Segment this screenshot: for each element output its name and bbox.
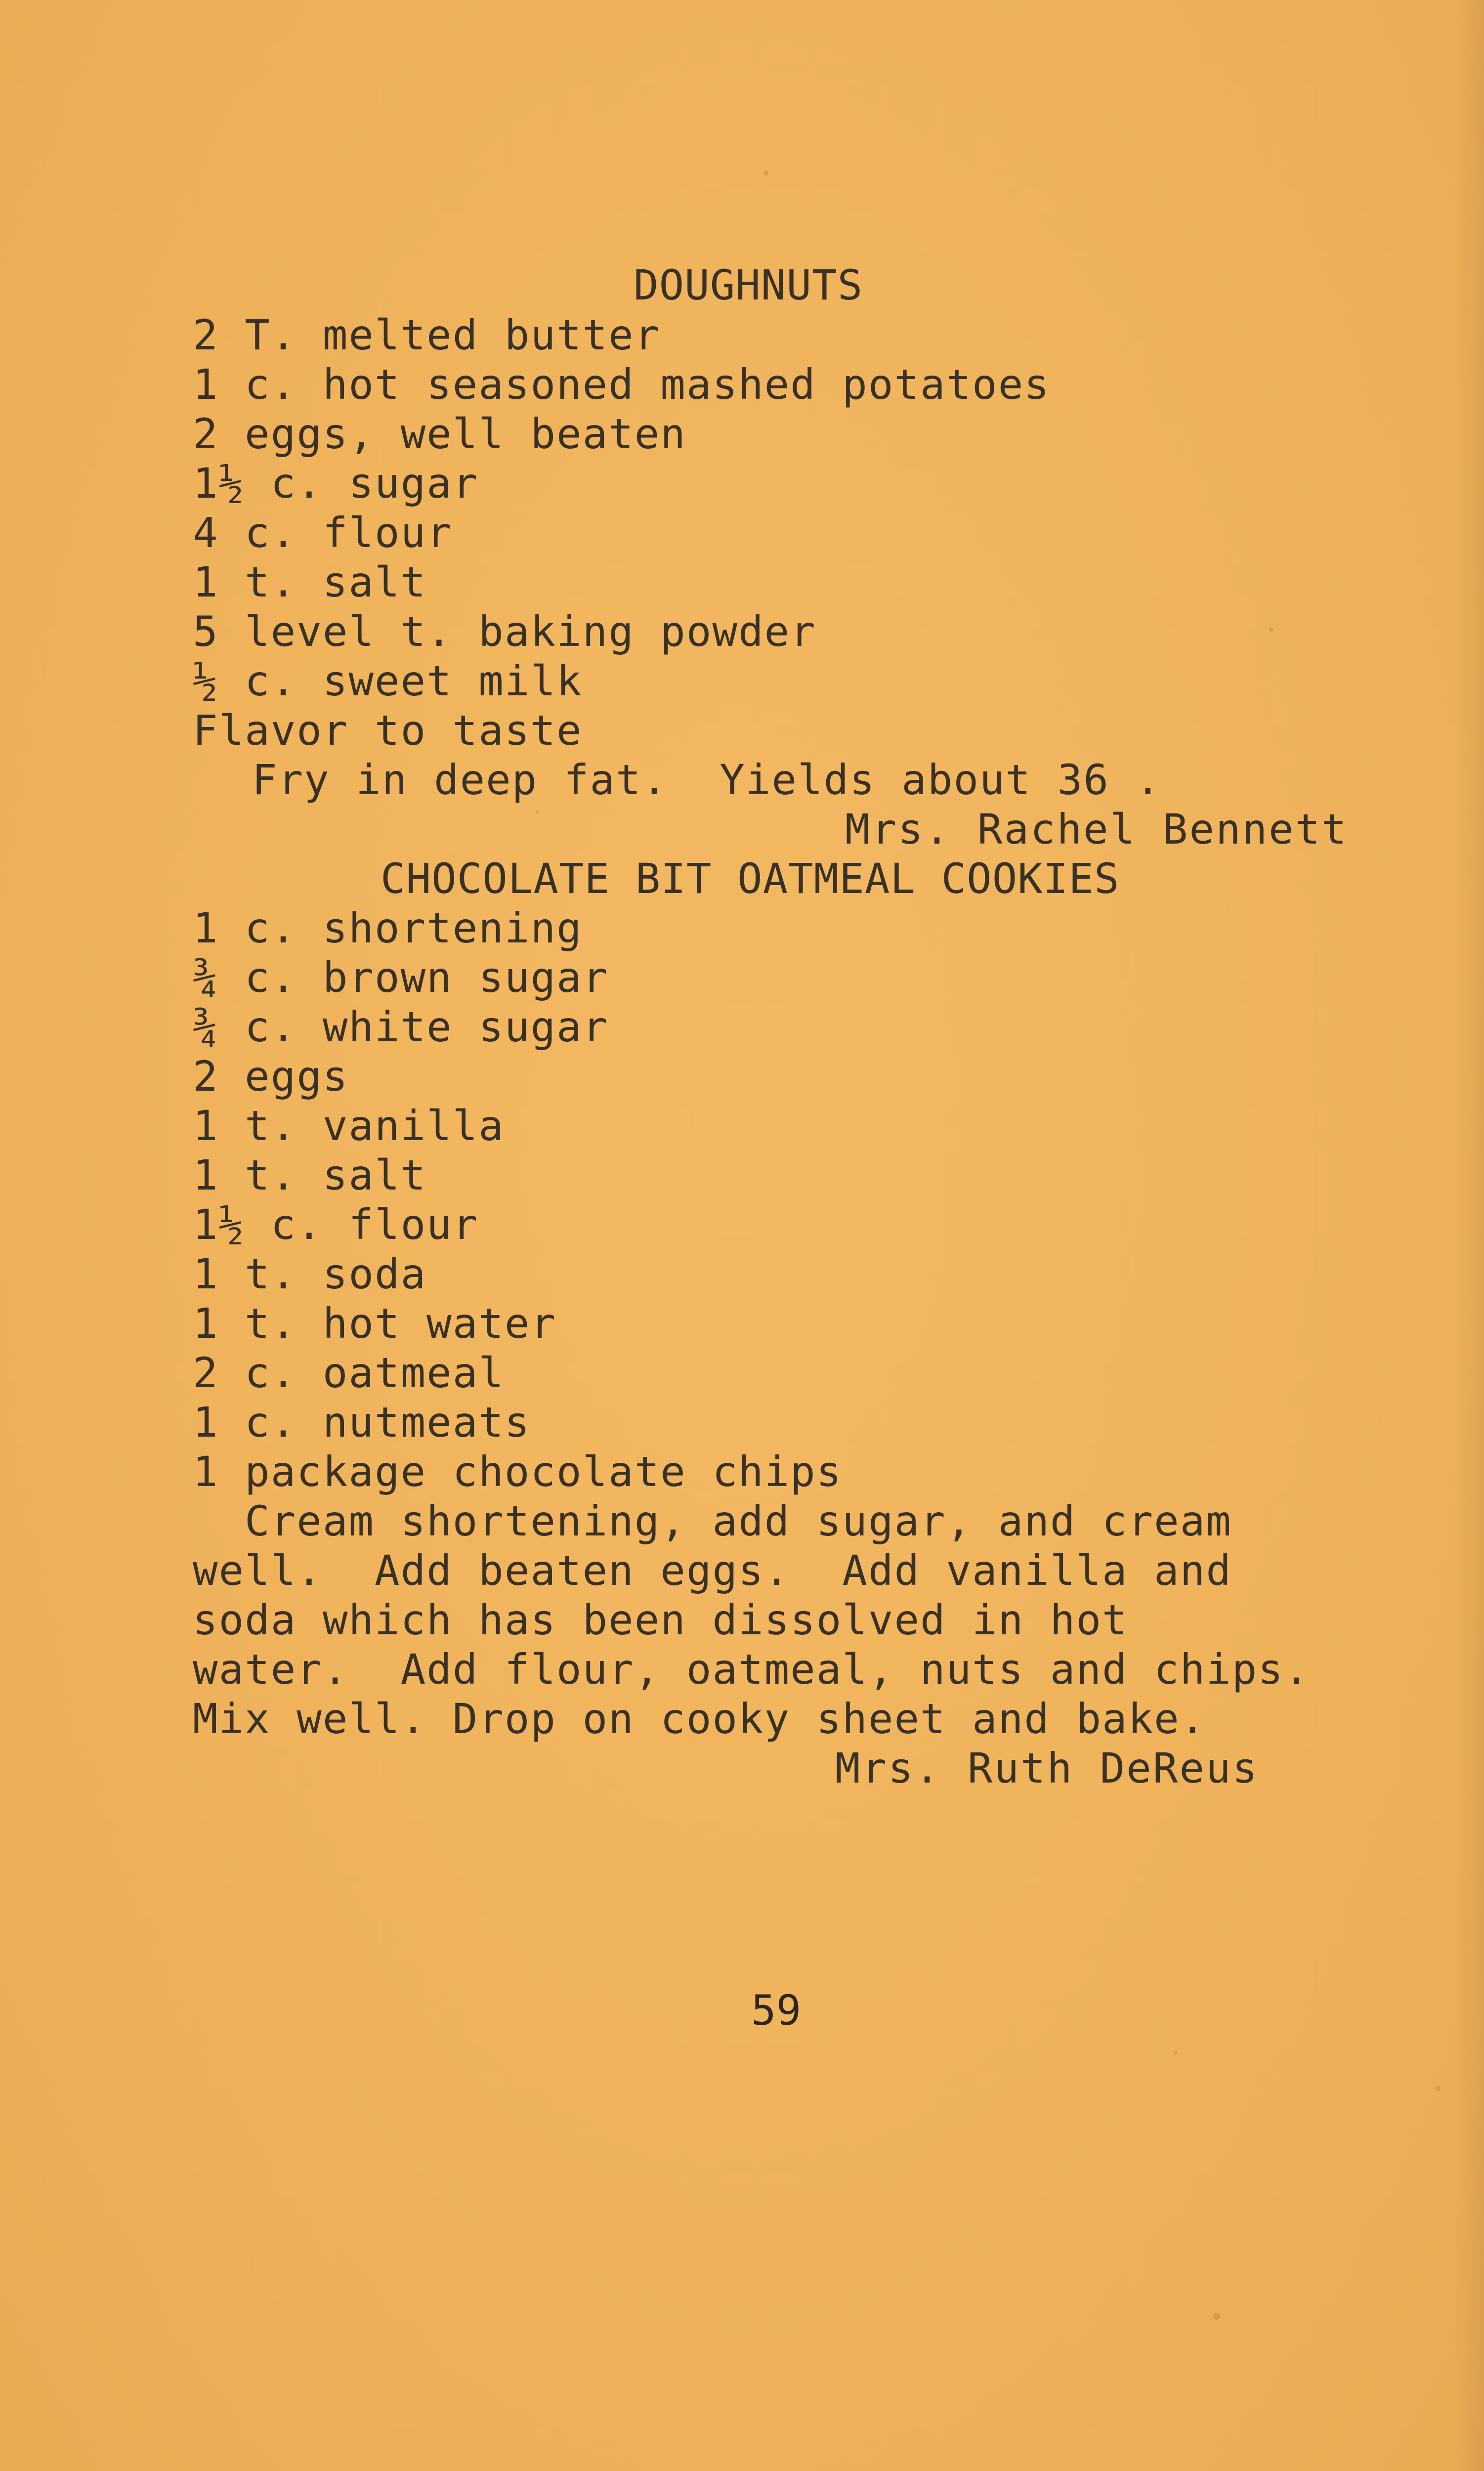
cookies-ingredient: ¾ c. white sugar bbox=[193, 1003, 609, 1051]
doughnuts-ingredient: 2 T. melted butter bbox=[193, 311, 661, 359]
cookies-author: Mrs. Ruth DeReus bbox=[835, 1744, 1259, 1792]
doughnuts-ingredient: Flavor to taste bbox=[193, 706, 583, 755]
doughnuts-ingredient: 5 level t. baking powder bbox=[193, 607, 816, 656]
doughnuts-ingredient: 1 c. hot seasoned mashed potatoes bbox=[193, 360, 1050, 409]
paper-speck bbox=[1213, 2313, 1220, 2320]
cookies-instructions-line: water. Add flour, oatmeal, nuts and chips. bbox=[193, 1645, 1310, 1694]
doughnuts-ingredient: 4 c. flour bbox=[193, 509, 453, 557]
cookies-ingredient: 1 t. vanilla bbox=[193, 1102, 505, 1150]
cookies-ingredient: 1 c. nutmeats bbox=[193, 1398, 531, 1447]
doughnuts-ingredient: 2 eggs, well beaten bbox=[193, 410, 686, 458]
cookies-ingredient: 1 t. salt bbox=[193, 1151, 427, 1199]
page-edge-shadow bbox=[1454, 0, 1484, 2471]
paper-speck bbox=[1269, 628, 1273, 632]
cookies-ingredient: 2 eggs bbox=[193, 1052, 349, 1101]
cookies-title: CHOCOLATE BIT OATMEAL COOKIES bbox=[381, 854, 1120, 903]
doughnuts-ingredient: ½ c. sweet milk bbox=[193, 657, 583, 705]
page-number: 59 bbox=[751, 1986, 802, 2035]
cookies-ingredient: 1 package chocolate chips bbox=[193, 1448, 843, 1496]
cookies-instructions-line: Cream shortening, add sugar, and cream bbox=[193, 1497, 1232, 1545]
cookies-ingredient: 1 c. shortening bbox=[193, 904, 583, 952]
doughnuts-author: Mrs. Rachel Bennett bbox=[845, 805, 1348, 853]
paper-speck bbox=[763, 170, 768, 175]
doughnuts-ingredient: 1 t. salt bbox=[193, 558, 427, 606]
cookies-ingredient: ¾ c. brown sugar bbox=[193, 953, 609, 1002]
doughnuts-ingredient: 1½ c. sugar bbox=[193, 459, 479, 508]
doughnuts-instructions: Fry in deep fat. Yields about 36 . bbox=[252, 756, 1162, 804]
cookies-ingredient: 1 t. hot water bbox=[193, 1299, 557, 1348]
cookies-ingredient: 1½ c. flour bbox=[193, 1200, 479, 1249]
cookies-instructions-line: well. Add beaten eggs. Add vanilla and bbox=[193, 1546, 1232, 1595]
paper-speck bbox=[1436, 2086, 1441, 2091]
cookies-ingredient: 1 t. soda bbox=[193, 1250, 427, 1298]
paper-speck bbox=[1174, 2051, 1178, 2055]
paper-speck bbox=[536, 810, 539, 813]
cookies-ingredient: 2 c. oatmeal bbox=[193, 1349, 505, 1397]
cookies-instructions-line: soda which has been dissolved in hot bbox=[193, 1596, 1128, 1644]
cookies-instructions-line: Mix well. Drop on cooky sheet and bake. bbox=[193, 1695, 1206, 1743]
doughnuts-title: DOUGHNUTS bbox=[634, 261, 863, 309]
